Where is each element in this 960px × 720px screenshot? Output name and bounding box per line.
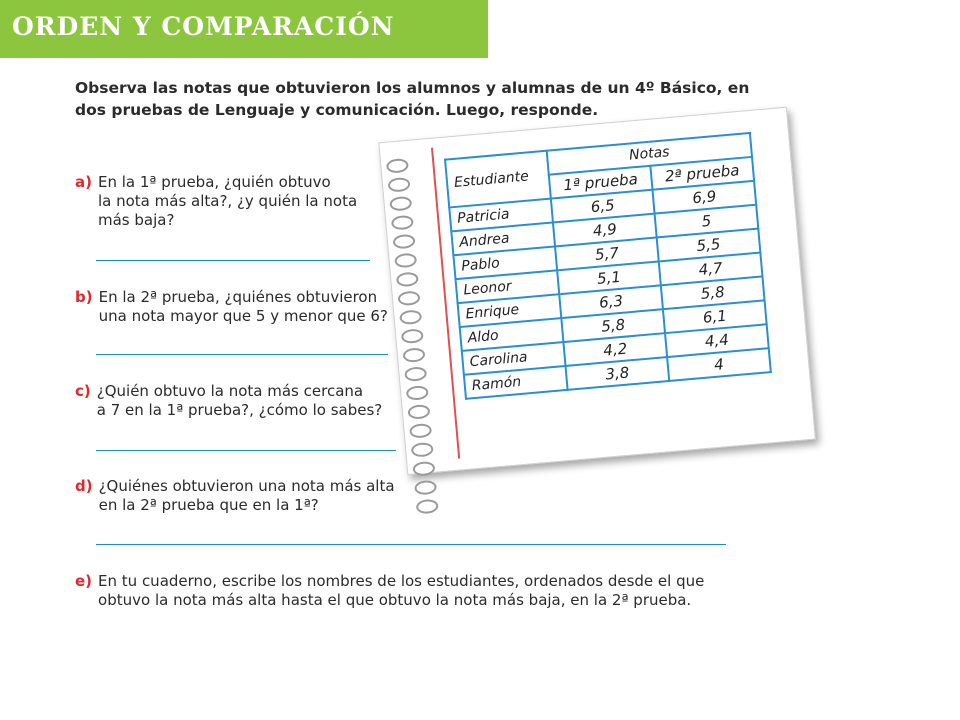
student-name: Patricia (449, 199, 553, 232)
grade-2: 5,8 (661, 276, 765, 309)
student-name: Enrique (458, 294, 562, 327)
grade-1: 4,9 (553, 214, 657, 247)
answer-line-c[interactable] (96, 450, 396, 451)
student-name: Leonor (456, 270, 560, 303)
intro-paragraph: Observa las notas que obtuvieron los alumnos y alumnas de un 4º Básico, en dos pruebas de Lenguaje y comunicación. Luego, responde. (75, 79, 750, 119)
question-text: En la 1ª prueba, ¿quién obtuvo la nota más alta?, ¿y quién la nota más baja? (97, 173, 358, 229)
question-letter: a) (75, 173, 92, 191)
grade-1: 5,1 (557, 261, 661, 294)
question-a (75, 173, 357, 230)
grade-1: 4,2 (563, 333, 667, 366)
grades-table (444, 132, 772, 400)
grade-1: 3,8 (566, 357, 670, 390)
notebook-card (378, 107, 813, 473)
notas-header: Notas (547, 133, 752, 175)
question-letter: c) (75, 382, 91, 400)
question-text: ¿Quiénes obtuvieron una nota más alta en la 2ª prueba que en la 1ª? (98, 477, 395, 514)
student-name: Andrea (451, 222, 555, 255)
grade-2: 5 (655, 205, 759, 238)
grade-1: 6,3 (559, 285, 663, 318)
question-letter: b) (75, 288, 93, 306)
page-title: ORDEN Y COMPARACIÓN (12, 12, 395, 41)
grade-2: 4,7 (659, 253, 763, 286)
student-name: Ramón (464, 366, 568, 399)
grade-2: 6,9 (652, 181, 756, 214)
grade-1: 5,7 (555, 238, 659, 271)
question-text: ¿Quién obtuvo la nota más cercana a 7 en la 1ª prueba?, ¿cómo lo sabes? (96, 382, 383, 419)
answer-line-d[interactable] (96, 544, 726, 545)
student-name: Aldo (460, 318, 564, 351)
grade-2: 4,4 (665, 324, 769, 357)
student-header: Estudiante (445, 151, 551, 208)
col2-header: 2ª prueba (650, 157, 754, 190)
question-text: En tu cuaderno, escribe los nombres de los estudiantes, ordenados desde el que obtuvo la nota más alta hasta el que obtuvo la nota más baja, en la 2ª prueba. (98, 572, 705, 609)
question-d (75, 477, 395, 515)
grade-2: 6,1 (663, 300, 767, 333)
grade-2: 4 (667, 348, 771, 381)
question-e (75, 572, 704, 610)
col1-header: 1ª prueba (549, 166, 653, 199)
question-letter: d) (75, 477, 93, 495)
question-b (75, 288, 388, 326)
student-name: Carolina (462, 342, 566, 375)
student-name: Pablo (453, 246, 557, 279)
answer-line-a[interactable] (96, 260, 370, 261)
question-c (75, 382, 382, 420)
title-banner (0, 0, 488, 58)
grade-1: 5,8 (561, 309, 665, 342)
grade-2: 5,5 (657, 229, 761, 262)
question-text: En la 2ª prueba, ¿quiénes obtuvieron una nota mayor que 5 y menor que 6? (98, 288, 388, 325)
grade-1: 6,5 (551, 190, 655, 223)
answer-line-b[interactable] (96, 354, 388, 355)
question-letter: e) (75, 572, 93, 590)
